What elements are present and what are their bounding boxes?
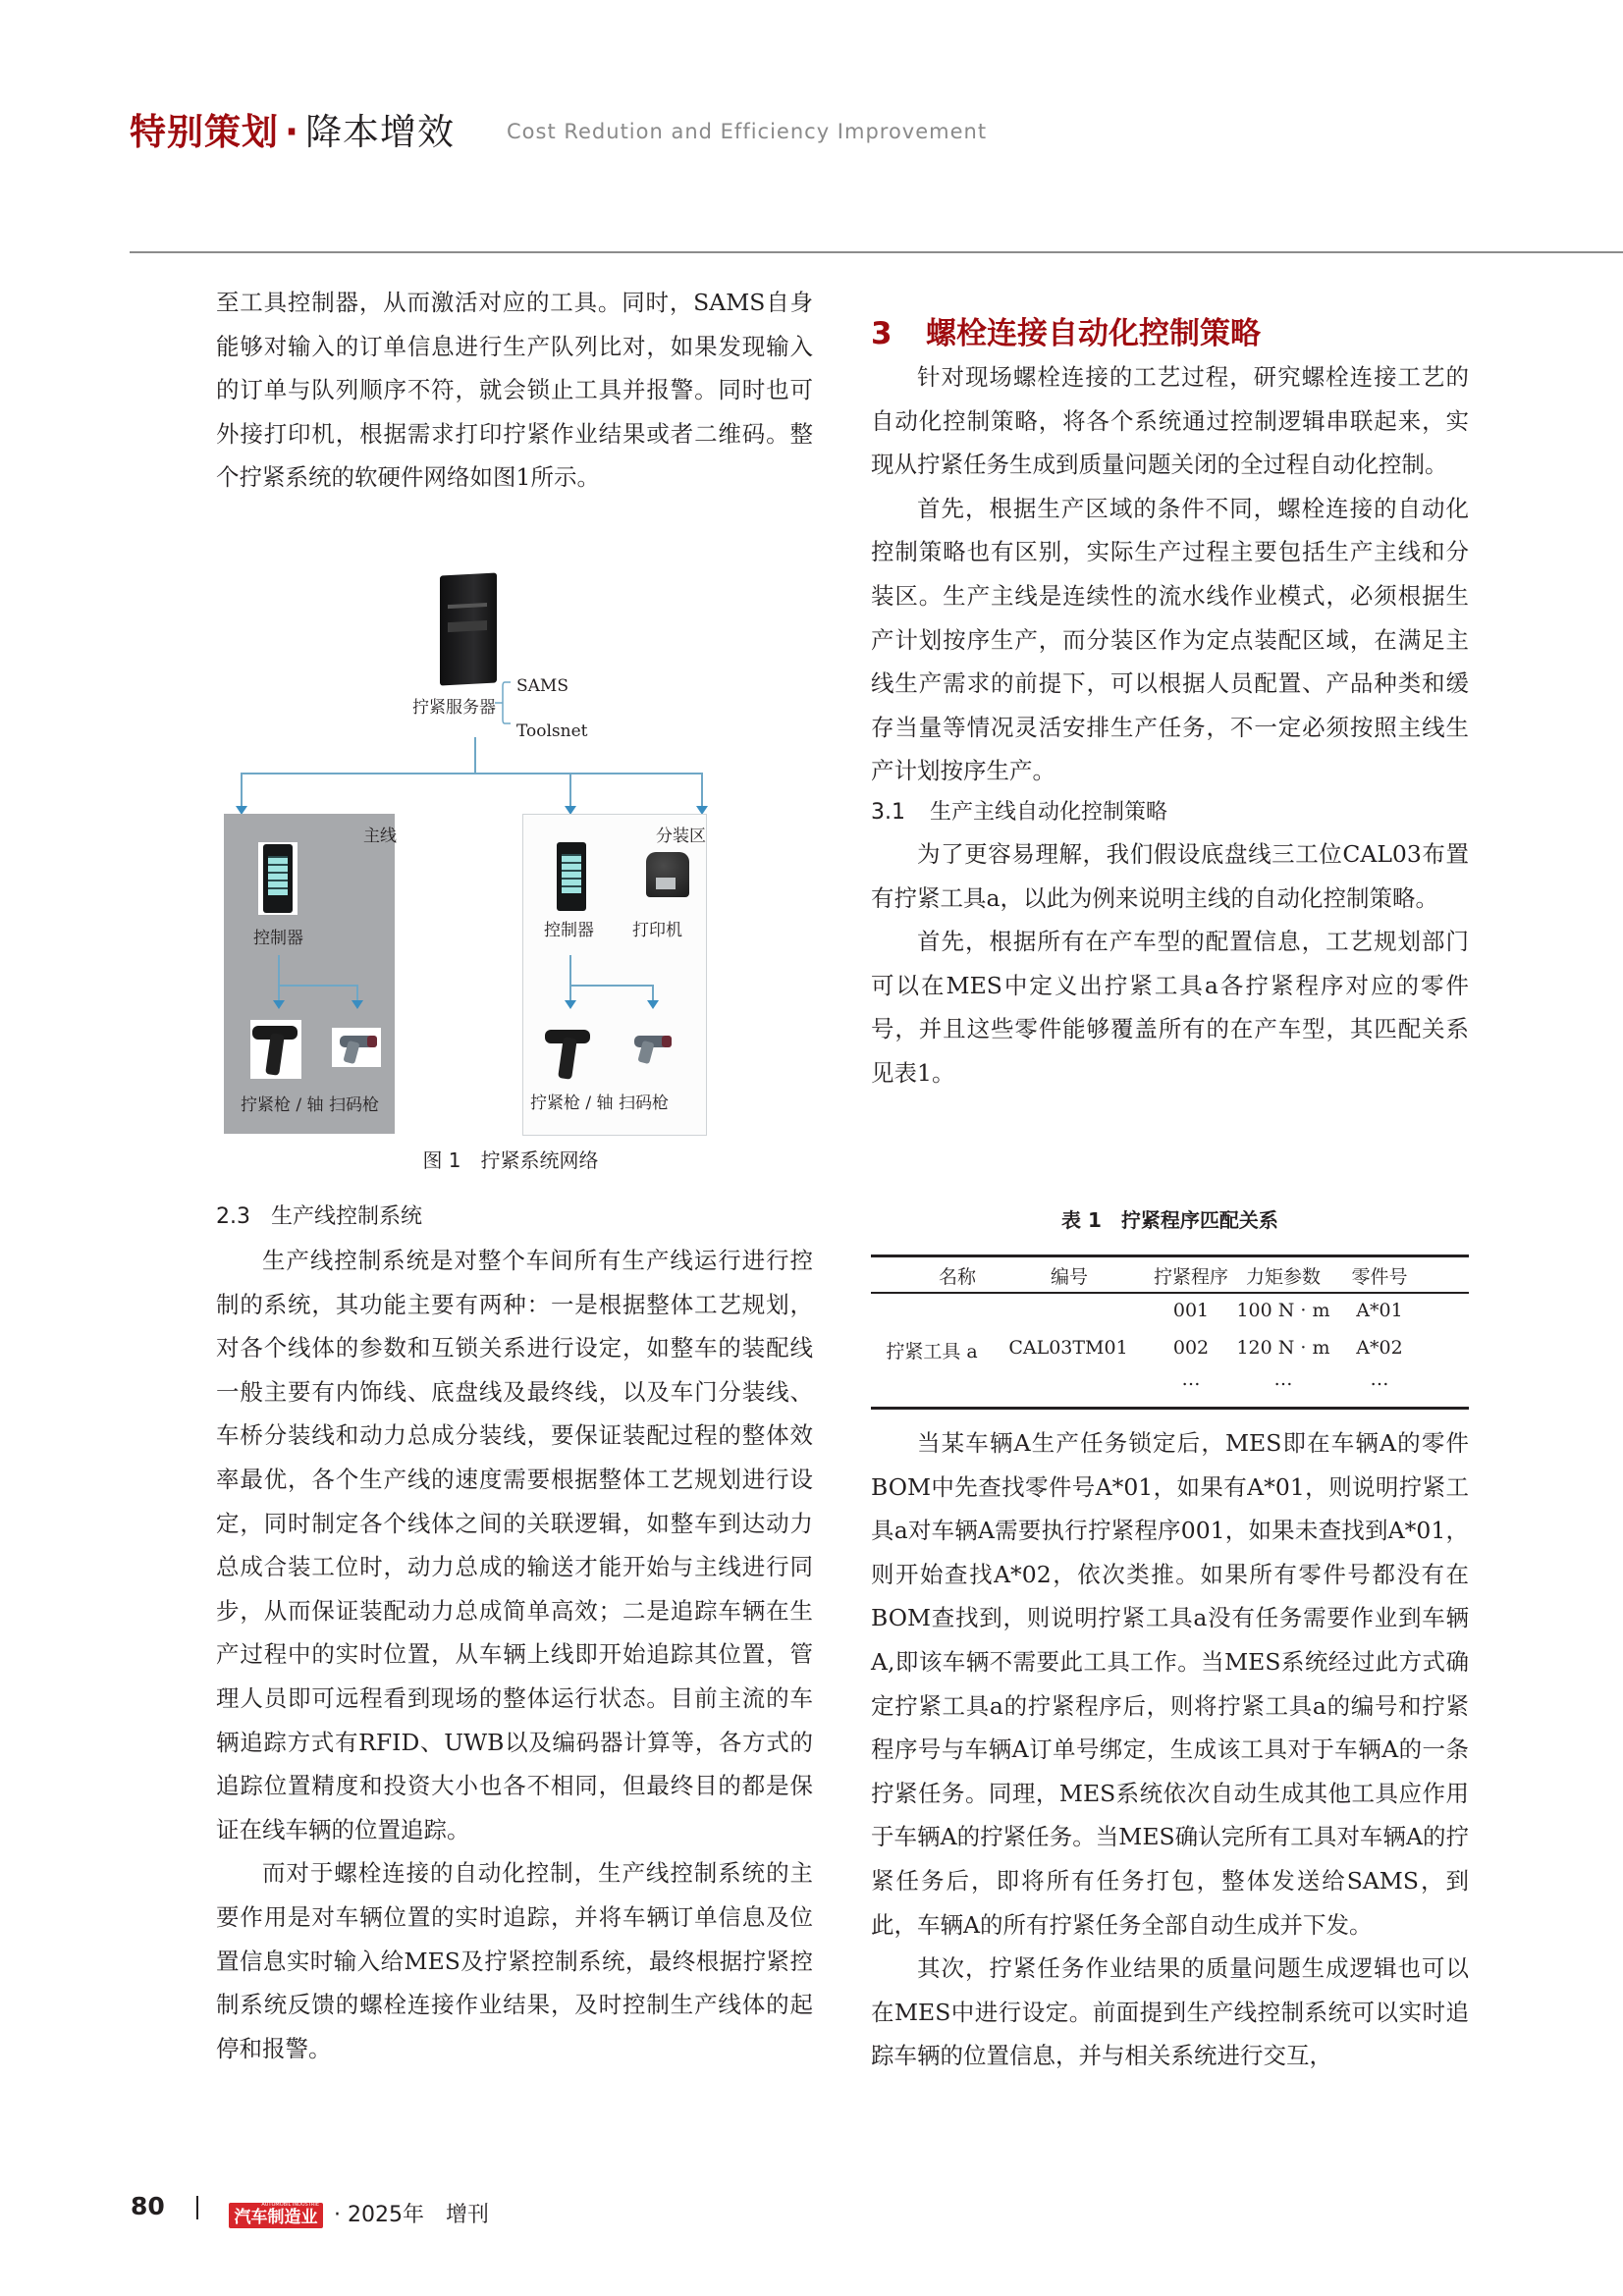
section-number: 3 xyxy=(871,316,893,351)
left-column-top xyxy=(216,281,813,500)
right-column-bottom xyxy=(871,1421,1469,2078)
table-header-program: 拧紧程序 xyxy=(1153,1266,1229,1288)
sub-tool-label-nutrunner: 拧紧枪 / 轴 xyxy=(530,1094,614,1113)
connector-main-branch xyxy=(278,985,356,987)
sub-tool-label-scanner: 扫码枪 xyxy=(619,1094,669,1113)
section-3-heading xyxy=(871,312,1469,355)
arrow-down-icon xyxy=(565,1000,576,1009)
connector-bus xyxy=(241,773,702,774)
main-tool-label-scanner: 扫码枪 xyxy=(329,1095,379,1115)
header-section-black: 降本增效 xyxy=(305,111,456,153)
table-cell: … xyxy=(1273,1368,1293,1390)
header-rule xyxy=(130,251,1623,253)
page-footer xyxy=(0,2184,1623,2233)
connector-sub-branch xyxy=(569,985,653,987)
software-sams: SAMS xyxy=(516,676,568,696)
right-para-4: 首先，根据所有在产车型的配置信息，工艺规划部门可以在MES中定义出拧紧工具a各拧紧程序对应的零件号，并且这些零件能够覆盖所有的在产车型，其匹配关系见表1。 xyxy=(871,928,1469,1087)
header-section-red: 特别策划 xyxy=(130,111,279,153)
header-section-english: Cost Redution and Efficiency Improvement xyxy=(507,120,988,143)
connector-main xyxy=(241,773,243,810)
table-cell: 002 xyxy=(1172,1337,1210,1359)
table-header-part: 零件号 xyxy=(1351,1266,1408,1288)
header-separator: · xyxy=(285,111,300,153)
controller-icon xyxy=(263,844,293,913)
connector-sub-printer xyxy=(701,773,703,810)
printer-icon xyxy=(646,852,689,897)
sub-printer-label: 打印机 xyxy=(632,921,682,940)
arrow-down-icon xyxy=(647,1000,659,1009)
table-top-rule xyxy=(871,1255,1469,1257)
journal-logo-en: AUTOMOBIL INDUSTRIE xyxy=(261,2202,319,2208)
table-cell: 120 N · m xyxy=(1236,1337,1330,1359)
table-cell: … xyxy=(1181,1368,1201,1390)
right-column xyxy=(871,312,1469,1095)
right-para-5: 当某车辆A生产任务锁定后，MES即在车辆A的零件BOM中先查找零件号A*01，如果有A*01，则说明拧紧工具a对车辆A需要执行拧紧程序001，如果未查找到A*01，则开始查找A*02，依次类推。如果所有零件号都没有在BOM查找到，则说明拧紧工具a没有任务需要作业到车辆A,即该车辆不需要此工具工作。当MES系统经过此方式确定拧紧工具a的拧紧程序后，则将拧紧工具a的编号和拧紧程序号与车辆A订单号绑定，生成该工具对于车辆A的一条拧紧任务。同理，MES系统依次自动生成其他工具应作用于车辆A的拧紧任务。当MES确认完所有工具对车辆A的拧紧任务后，即将所有任务打包，整体发送给SAMS，到此，车辆A的所有拧紧任务全部自动生成并下发。 xyxy=(871,1429,1469,1939)
right-para-3: 为了更容易理解，我们假设底盘线三工位CAL03布置有拧紧工具a，以此为例来说明主线的自动化控制策略。 xyxy=(871,839,1469,912)
section-number: 3.1 xyxy=(871,799,905,825)
main-tool-label-nutrunner: 拧紧枪 / 轴 xyxy=(241,1095,324,1115)
table-cell: A*02 xyxy=(1356,1337,1403,1359)
connector-main-tools xyxy=(278,955,280,1004)
zone-main-title: 主线 xyxy=(363,827,397,846)
zone-sub-title: 分装区 xyxy=(656,827,706,846)
section-title: 螺栓连接自动化控制策略 xyxy=(926,316,1261,351)
right-para-6: 其次，拧紧任务作业结果的质量问题生成逻辑也可以在MES中进行设定。前面提到生产线控制系统可以实时追踪车辆的位置信息，并与相关系统进行交互， xyxy=(871,1954,1469,2070)
table-cell: A*01 xyxy=(1356,1300,1403,1321)
table-cell-name: 拧紧工具 a xyxy=(886,1341,978,1362)
right-para-1: 针对现场螺栓连接的工艺过程，研究螺栓连接工艺的自动化控制策略，将各个系统通过控制逻辑串联起来，实现从拧紧任务生成到质量问题关闭的全过程自动化控制。 xyxy=(871,363,1469,479)
server-label: 拧紧服务器 xyxy=(412,698,496,718)
section-title: 生产线控制系统 xyxy=(271,1204,423,1229)
right-para-2: 首先，根据生产区域的条件不同，螺栓连接的自动化控制策略也有区别，实际生产过程主要包括生产主线和分装区。生产主线是连续性的流水线作业模式，必须根据生产计划按序生产，而分装区作为定点装配区域，在满足主线生产需求的前提下，可以根据人员配置、产品种类和缓存当量等情况灵活安排生产任务，不一定必须按照主线生产计划按序生产。 xyxy=(871,494,1469,785)
header-section-title xyxy=(130,102,455,155)
connector-trunk xyxy=(474,737,476,773)
table-cell: 100 N · m xyxy=(1236,1300,1330,1321)
table-cell-code: CAL03TM01 xyxy=(1008,1337,1128,1359)
section-3-1-heading xyxy=(871,793,1469,832)
running-header xyxy=(0,98,1623,157)
left-para-2: 生产线控制系统是对整个车间所有生产线运行进行控制的系统，其功能主要有两种：一是根据整体工艺规划，对各个线体的参数和互锁关系进行设定，如整车的装配线一般主要有内饰线、底盘线及最终线，以及车门分装线、车桥分装线和动力总成分装线，要保证装配过程的整体效率最优，各个生产线的速度需要根据整体工艺规划进行设定，同时制定各个线体之间的关联逻辑，如整车到达动力总成合装工位时，动力总成的输送才能开始与主线进行同步，从而保证装配动力总成简单高效；二是追踪车辆在生产过程中的实时位置，从车辆上线即开始追踪其位置，管理人员即可远程看到现场的整体运行状态。目前主流的车辆追踪方式有RFID、UWB以及编码器计算等，各方式的追踪位置精度和投资大小也各不相同，但最终目的都是保证在线车辆的位置追踪。 xyxy=(216,1247,813,1843)
controller-icon xyxy=(557,842,586,911)
left-column-bottom xyxy=(216,1196,813,2070)
software-toolsnet: Toolsnet xyxy=(516,721,588,741)
issue-info: · 2025年 增刊 xyxy=(334,2203,489,2227)
nutrunner-icon xyxy=(543,1024,594,1083)
table-caption: 表 1 拧紧程序匹配关系 xyxy=(1061,1208,1278,1232)
arrow-down-icon xyxy=(352,1000,363,1009)
page-number: 80 xyxy=(131,2192,165,2220)
table-bottom-rule xyxy=(871,1407,1469,1410)
table-header-torque: 力矩参数 xyxy=(1245,1266,1322,1288)
figure-1 xyxy=(216,553,805,1172)
section-2-3-heading xyxy=(216,1196,813,1239)
left-para-1: 至工具控制器，从而激活对应的工具。同时，SAMS自身能够对输入的订单信息进行生产队列比对，如果发现输入的订单与队列顺序不符，就会锁止工具并报警。同时也可外接打印机，根据需求打印拧紧作业结果或者二维码。整个拧紧系统的软硬件网络如图1所示。 xyxy=(216,289,813,492)
connector-sub-ctrl xyxy=(569,773,571,810)
section-number: 2.3 xyxy=(216,1204,250,1229)
arrow-down-icon xyxy=(273,1000,285,1009)
journal-logo-text: 汽车制造业 xyxy=(234,2208,318,2227)
barcode-scanner-icon xyxy=(334,1028,385,1087)
journal-logo xyxy=(229,2203,323,2228)
barcode-scanner-icon xyxy=(628,1028,679,1087)
sub-controller-label: 控制器 xyxy=(544,921,594,940)
figure-caption: 图 1 拧紧系统网络 xyxy=(422,1148,599,1172)
table-header-name: 名称 xyxy=(938,1266,977,1288)
table-header-rule xyxy=(871,1292,1469,1294)
footer-divider xyxy=(196,2196,198,2219)
main-controller-label: 控制器 xyxy=(253,929,303,948)
section-title: 生产主线自动化控制策略 xyxy=(930,799,1168,825)
connector-sub-tools xyxy=(569,955,571,1004)
left-para-3: 而对于螺栓连接的自动化控制，生产线控制系统的主要作用是对车辆位置的实时追踪，并将车辆订单信息及位置信息实时输入给MES及拧紧控制系统，最终根据拧紧控制系统反馈的螺栓连接作业结果，及时控制生产线体的起停和报警。 xyxy=(216,1859,813,2062)
table-header-code: 编号 xyxy=(1050,1266,1089,1288)
server-tower-icon xyxy=(440,572,497,685)
nutrunner-icon xyxy=(250,1020,301,1079)
table-cell: … xyxy=(1370,1368,1389,1390)
table-cell: 001 xyxy=(1172,1300,1210,1321)
